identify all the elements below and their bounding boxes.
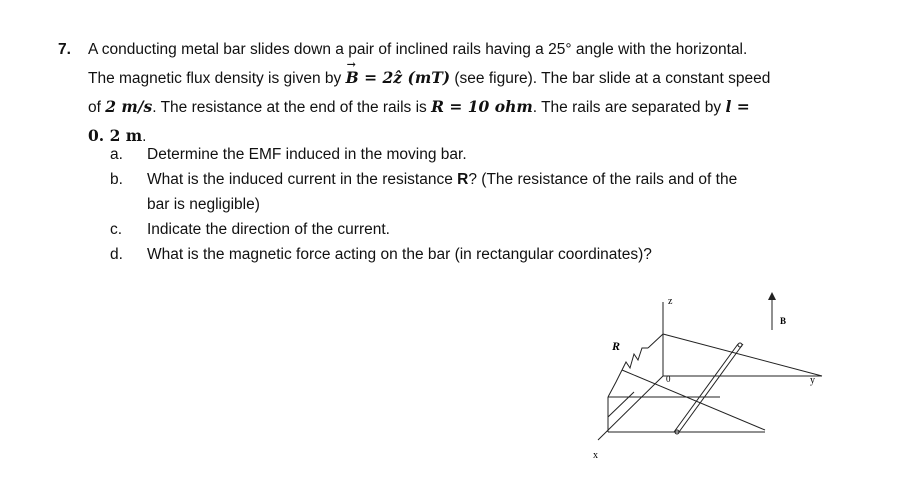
- b-arrow-head: [768, 292, 776, 300]
- question-number: 7.: [58, 41, 71, 58]
- period: .: [142, 128, 147, 145]
- label-y: y: [810, 375, 815, 386]
- label-r: R: [612, 339, 621, 353]
- metal-bar-edge-2: [679, 344, 743, 432]
- subquestion-text: What is the magnetic force acting on the bar (in rectangular coordinates)?: [147, 246, 652, 263]
- subquestion-list: [110, 142, 830, 267]
- question-line-1: A conducting metal bar slides down a pair of inclined rails having a 25° angle with the horizontal.: [88, 41, 748, 58]
- subquestion-c: [110, 217, 830, 242]
- resistance-intro: . The resistance at the end of the rails is: [152, 99, 427, 116]
- separation-symbol: l =: [725, 97, 750, 116]
- subquestion-b: [110, 167, 830, 217]
- vector-b-symbol: → B: [346, 64, 359, 92]
- speed-value: 2 m/s: [105, 97, 153, 116]
- question-text: [88, 36, 858, 151]
- problem-7: [58, 36, 858, 151]
- label-z: z: [668, 296, 673, 307]
- metal-bar-edge-1: [674, 344, 738, 432]
- subquestion-text-line2: bar is negligible): [147, 196, 260, 213]
- subquestion-letter: b.: [110, 171, 123, 188]
- separation-value: 0. 2 m: [88, 126, 143, 145]
- subquestion-d: [110, 242, 830, 267]
- label-origin: 0: [666, 374, 671, 384]
- subquestion-text: What is the induced current in the resistance: [147, 171, 458, 188]
- separation-intro: . The rails are separated by: [532, 99, 722, 116]
- question-line-2: [88, 64, 858, 93]
- resistor-lead: [608, 370, 622, 397]
- subquestion-bold-r: R: [457, 171, 469, 188]
- subquestion-a: [110, 142, 830, 167]
- inclined-rails-figure: [560, 282, 860, 472]
- rail-front: [622, 370, 765, 430]
- subquestion-text: Indicate the direction of the current.: [147, 221, 390, 238]
- label-b: B: [780, 316, 787, 326]
- bar-contact-top: [738, 343, 742, 347]
- flux-intro: The magnetic flux density is given by: [88, 70, 342, 87]
- subquestion-text: Determine the EMF induced in the moving bar.: [147, 146, 467, 163]
- ground-line-3: [608, 392, 634, 417]
- rail-top-left: [648, 334, 663, 348]
- label-x: x: [593, 450, 598, 461]
- subquestion-letter: d.: [110, 246, 123, 263]
- rail-top-back: [663, 334, 822, 376]
- subquestion-letter: c.: [110, 221, 123, 238]
- question-line-3: [88, 93, 858, 122]
- subquestion-letter: a.: [110, 146, 123, 163]
- resistance-value: R = 10 ohm: [431, 97, 533, 116]
- resistor: [622, 348, 648, 370]
- speed-intro: of: [88, 99, 101, 116]
- flux-outro: (see figure). The bar slide at a constant speed: [450, 70, 771, 87]
- subquestion-text-cont: ? (The resistance of the rails and of the: [468, 171, 738, 188]
- flux-expression: = 2ẑ (mT): [358, 68, 451, 87]
